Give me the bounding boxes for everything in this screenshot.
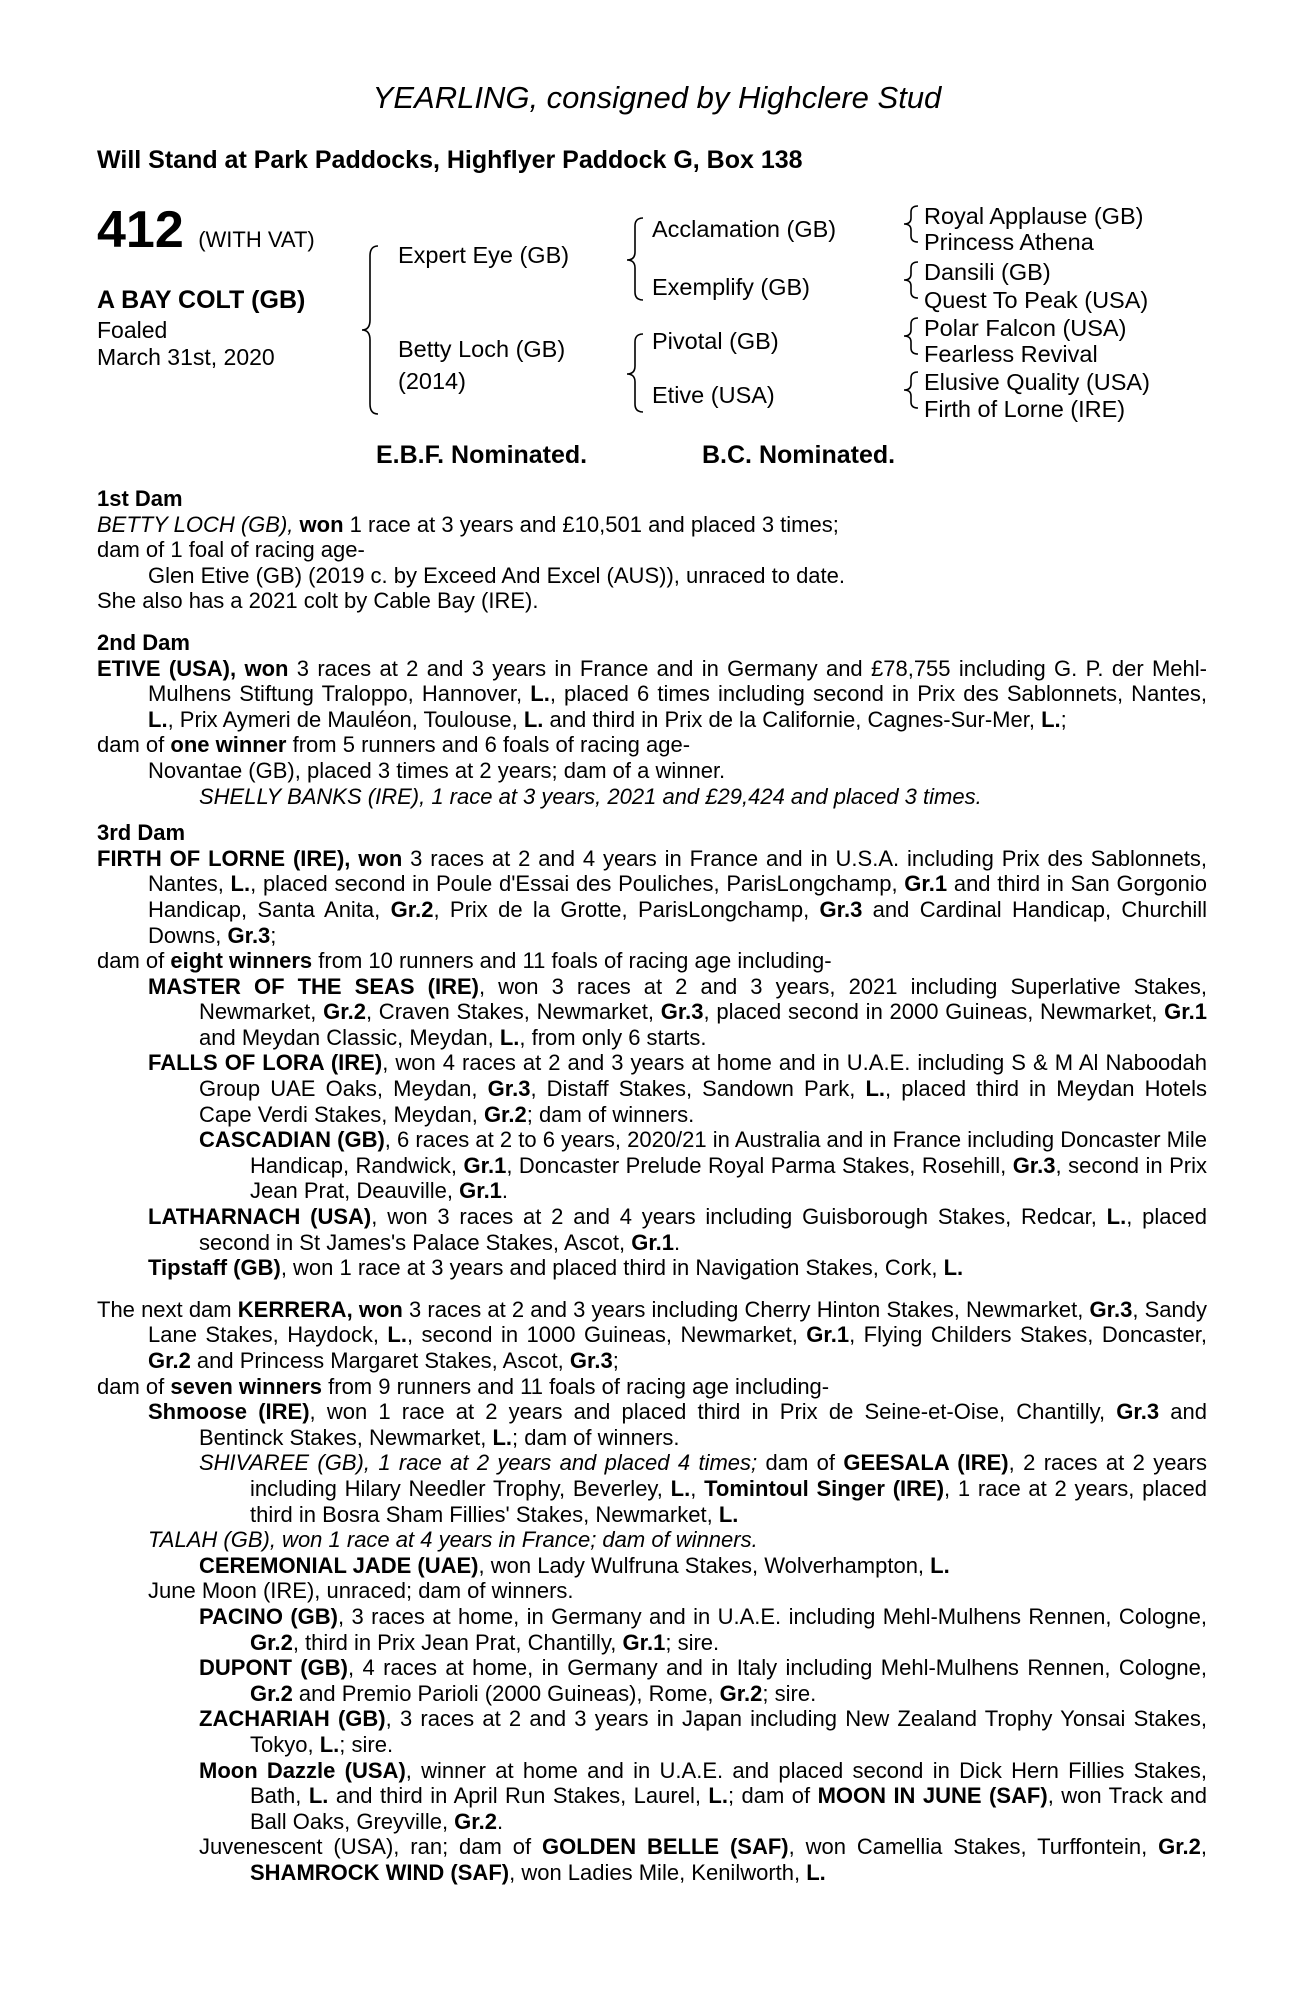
grandparent-8: Firth of Lorne (IRE)	[924, 396, 1126, 422]
stand-location: Will Stand at Park Paddocks, Highflyer Paddock G, Box 138	[97, 146, 803, 174]
produce-shmoose: Shmoose (IRE), won 1 race at 2 years and placed third in Prix de Seine-et-Oise, Chantilly, Gr.3 and Bentinck Stakes, Newmarket, L.; dam of winners.	[148, 1399, 1207, 1450]
produce-master-of-the-seas: MASTER OF THE SEAS (IRE), won 3 races at 2 and 3 years, 2021 including Superlative Stakes, Newmarket, Gr.2, Craven Stakes, Newmarket, Gr.3, placed second in 2000 Guineas, Newmarket, Gr.1 and Meydan Classic, Meydan, L., from only 6 starts.	[148, 973, 1207, 1050]
second-dam-produce: dam of one winner from 5 runners and 6 foals of racing age-	[97, 732, 691, 758]
produce-novantae: Novantae (GB), placed 3 times at 2 years; dam of a winner.	[148, 757, 726, 783]
first-dam-record: BETTY LOCH (GB), won 1 race at 3 years and £10,501 and placed 3 times;	[97, 511, 839, 537]
grandparent-6: Fearless Revival	[924, 341, 1098, 367]
ebf-nomination: E.B.F. Nominated.	[376, 441, 588, 469]
grandparent-2: Princess Athena	[924, 229, 1094, 255]
first-dam-heading: 1st Dam	[97, 486, 183, 511]
second-dam-heading: 2nd Dam	[97, 629, 190, 655]
produce-falls-of-lora: FALLS OF LORA (IRE), won 4 races at 2 and 3 years at home and in U.A.E. including S & M Al Naboodah Group UAE Oaks, Meydan, Gr.3, Distaff Stakes, Sandown Park, L., placed third in Meydan Hotels Cape Verdi Stakes, Meydan, Gr.2; dam of winners.	[148, 1050, 1208, 1127]
grandparent-7: Elusive Quality (USA)	[924, 369, 1150, 395]
horse-description: A BAY COLT (GB)	[97, 286, 306, 314]
next-dam-record: The next dam KERRERA, won 3 races at 2 and 3 years including Cherry Hinton Stakes, Newmarket, Gr.3, Sandy Lane Stakes, Haydock, L., second in 1000 Guineas, Newmarket, Gr.1, Flying Childers Stakes, Doncaster, Gr.2 and Princess Margaret Stakes, Ascot, Gr.3;	[97, 1296, 1207, 1373]
produce-shivaree: SHIVAREE (GB), 1 race at 2 years and placed 4 times; dam of GEESALA (IRE), 2 races at 2 years including Hilary Needler Trophy, Beverley, L., Tomintoul Singer (IRE), 1 race at 2 years, placed third in Bosra Sham Fillies' Stakes, Newmarket, L.	[199, 1450, 1207, 1527]
sire: Expert Eye (GB)	[398, 242, 570, 268]
third-dam-produce: dam of eight winners from 10 runners and 11 foals of racing age including-	[97, 948, 832, 974]
produce-zachariah: ZACHARIAH (GB), 3 races at 2 and 3 years in Japan including New Zealand Trophy Yonsai Stakes, Tokyo, L.; sire.	[199, 1706, 1208, 1757]
produce-latharnach: LATHARNACH (USA), won 3 races at 2 and 4 years including Guisborough Stakes, Redcar, L., placed second in St James's Palace Stakes, Ascot, Gr.1.	[148, 1204, 1207, 1255]
sire-sire: Acclamation (GB)	[652, 216, 837, 242]
second-dam-record: ETIVE (USA), won 3 races at 2 and 3 years in France and in Germany and £78,755 including G. P. der Mehl-Mulhens Stiftung Traloppo, Hannover, L., placed 6 times including second in Prix des Sablonnets, Nantes, L., Prix Aymeri de Mauléon, Toulouse, L. and third in Prix de la Californie, Cagnes-Sur-Mer, L.;	[97, 655, 1207, 732]
foaled-label: Foaled	[97, 317, 168, 343]
produce-glen-etive: Glen Etive (GB) (2019 c. by Exceed And Excel (AUS)), unraced to date.	[148, 562, 845, 588]
produce-talah: TALAH (GB), won 1 race at 4 years in France; dam of winners.	[148, 1527, 758, 1553]
produce-moon-dazzle: Moon Dazzle (USA), winner at home and in U.A.E. and placed second in Dick Hern Fillies Stakes, Bath, L. and third in April Run Stakes, Laurel, L.; dam of MOON IN JUNE (SAF), won Track and Ball Oaks, Greyville, Gr.2.	[199, 1757, 1207, 1834]
third-dam-record: FIRTH OF LORNE (IRE), won 3 races at 2 and 4 years in France and in U.S.A. including Prix des Sablonnets, Nantes, L., placed second in Poule d'Essai des Pouliches, ParisLongchamp, Gr.1 and third in San Gorgonio Handicap, Santa Anita, Gr.2, Prix de la Grotte, ParisLongchamp, Gr.3 and Cardinal Handicap, Churchill Downs, Gr.3;	[97, 845, 1207, 948]
dam-sire: Pivotal (GB)	[652, 328, 779, 354]
won-label: won	[299, 511, 344, 537]
first-dam-produce: dam of 1 foal of racing age-	[97, 537, 365, 563]
produce-tipstaff: Tipstaff (GB), won 1 race at 3 years and placed third in Navigation Stakes, Cork, L.	[148, 1255, 964, 1281]
produce-pacino: PACINO (GB), 3 races at home, in Germany and in U.A.E. including Mehl-Mulhens Rennen, Cologne, Gr.2, third in Prix Jean Prat, Chantilly, Gr.1; sire.	[199, 1603, 1207, 1655]
produce-juvenescent: Juvenescent (USA), ran; dam of GOLDEN BELLE (SAF), won Camellia Stakes, Turffontein, Gr.2, SHAMROCK WIND (SAF), won Ladies Mile, Kenilworth, L.	[199, 1834, 1208, 1885]
dam-year: (2014)	[398, 368, 466, 394]
vat-note: (WITH VAT)	[198, 227, 315, 252]
produce-dupont: DUPONT (GB), 4 races at home, in Germany and in Italy including Mehl-Mulhens Rennen, Cologne, Gr.2 and Premio Parioli (2000 Guineas), Rome, Gr.2; sire.	[199, 1655, 1208, 1706]
produce-shelly-banks: SHELLY BANKS (IRE), 1 race at 3 years, 2021 and £29,424 and placed 3 times.	[199, 783, 982, 809]
first-dam-name: BETTY LOCH (GB),	[97, 511, 294, 537]
grandparent-5: Polar Falcon (USA)	[924, 315, 1127, 341]
dam: Betty Loch (GB)	[398, 336, 566, 362]
dam-dam: Etive (USA)	[652, 382, 775, 408]
grandparent-4: Quest To Peak (USA)	[924, 287, 1149, 313]
grandparent-1: Royal Applause (GB)	[924, 203, 1144, 229]
catalogue-body	[97, 486, 1207, 1885]
foaled-date: March 31st, 2020	[97, 344, 275, 370]
produce-cascadian: CASCADIAN (GB), 6 races at 2 to 6 years, 2020/21 in Australia and in France including Doncaster Mile Handicap, Randwick, Gr.1, Doncaster Prelude Royal Parma Stakes, Rosehill, Gr.3, second in Prix Jean Prat, Deauville, Gr.1.	[199, 1127, 1208, 1204]
first-dam-note: She also has a 2021 colt by Cable Bay (IRE).	[97, 588, 539, 614]
lot-number-value: 412	[97, 201, 184, 259]
third-dam-heading: 3rd Dam	[97, 820, 186, 846]
produce-ceremonial-jade: CEREMONIAL JADE (UAE), won Lady Wulfruna Stakes, Wolverhampton, L.	[199, 1552, 950, 1578]
produce-june-moon: June Moon (IRE), unraced; dam of winners.	[148, 1578, 574, 1604]
sire-dam: Exemplify (GB)	[652, 274, 810, 300]
bc-nomination: B.C. Nominated.	[702, 441, 896, 469]
grandparent-3: Dansili (GB)	[924, 259, 1051, 285]
consignment-title: YEARLING, consigned by Highclere Stud	[372, 80, 942, 115]
next-dam-produce: dam of seven winners from 9 runners and 11 foals of racing age including-	[97, 1373, 830, 1399]
